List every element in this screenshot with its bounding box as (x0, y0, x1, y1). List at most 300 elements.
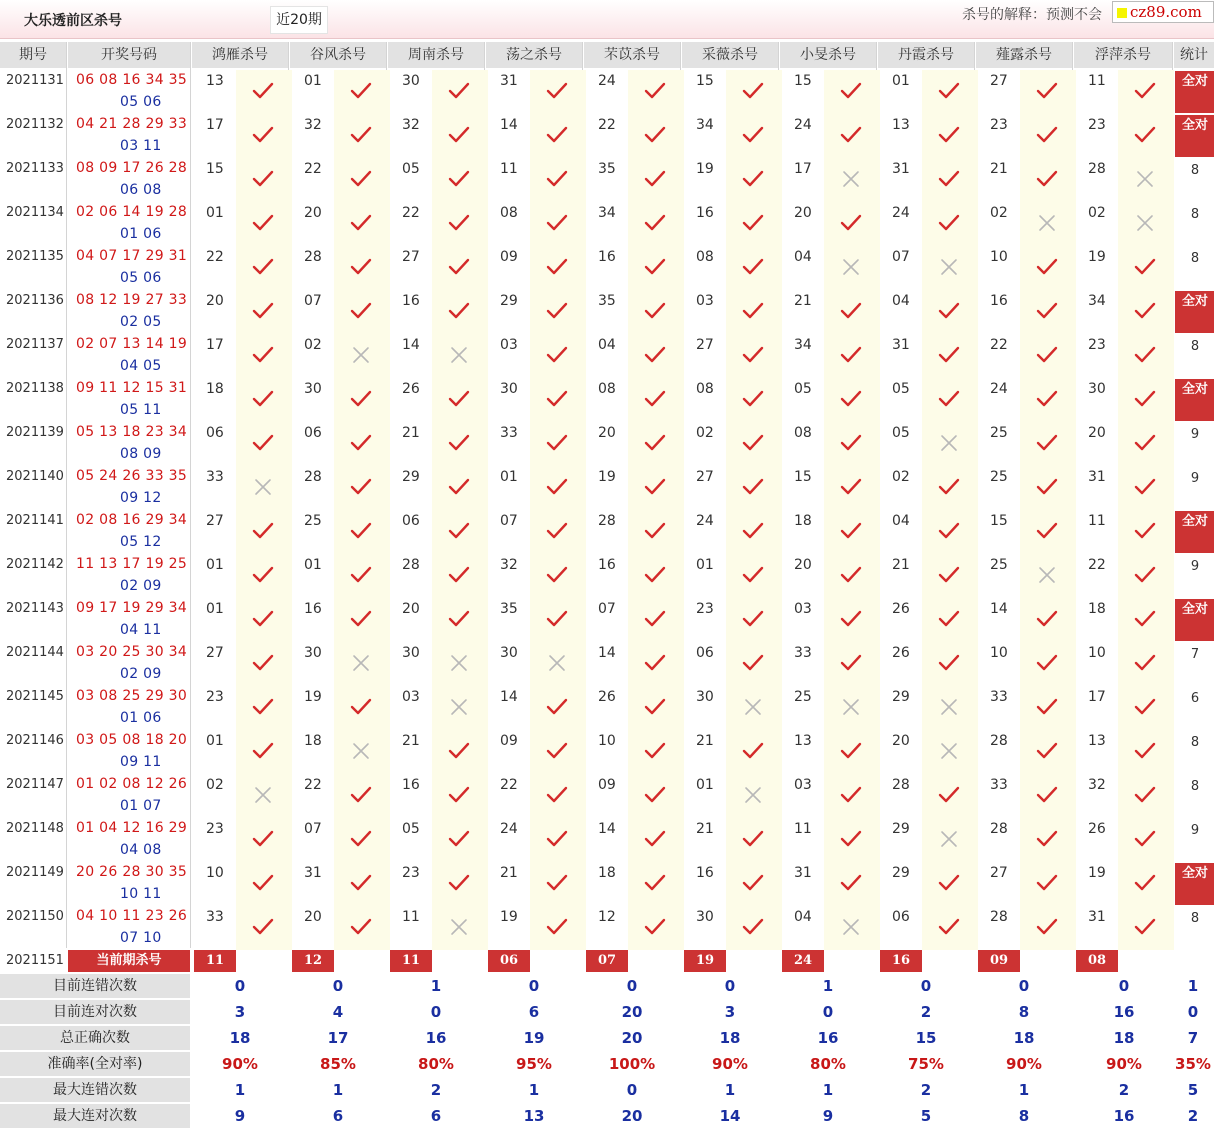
stat-value: 17 (327, 1029, 349, 1047)
kill-number: 25 (304, 513, 322, 529)
front-numbers: 03 08 25 29 30 (76, 688, 188, 704)
check-icon (236, 686, 292, 730)
back-numbers: 01 06 (120, 226, 162, 242)
kill-number: 10 (206, 865, 224, 881)
stat-value: 35% (1175, 1055, 1211, 1073)
check-icon (236, 554, 292, 598)
page-title: 大乐透前区杀号 (24, 13, 122, 29)
kill-number: 08 (696, 381, 714, 397)
check-icon (1020, 510, 1076, 554)
stat-value: 7 (1187, 1029, 1199, 1047)
kill-number: 09 (500, 249, 518, 265)
kill-number: 24 (696, 513, 714, 529)
check-icon (236, 862, 292, 906)
logo-square-icon (1117, 8, 1127, 18)
kill-number: 27 (990, 865, 1008, 881)
kill-number: 04 (598, 337, 616, 353)
check-icon (922, 378, 978, 422)
kill-number: 05 (892, 381, 910, 397)
cross-icon (922, 730, 978, 774)
cross-icon (236, 774, 292, 818)
check-icon (824, 466, 880, 510)
kill-number: 03 (794, 601, 812, 617)
kill-number: 27 (696, 469, 714, 485)
range-selector[interactable]: 近20期 (270, 6, 328, 34)
check-icon (432, 378, 488, 422)
check-icon (1118, 114, 1174, 158)
kill-number: 25 (794, 689, 812, 705)
check-icon (922, 202, 978, 246)
kill-number: 21 (696, 733, 714, 749)
stat-value: 0 (626, 977, 638, 995)
stat-value: 85% (320, 1055, 356, 1073)
check-icon (334, 158, 390, 202)
kill-number: 33 (206, 469, 224, 485)
kill-number: 22 (206, 249, 224, 265)
kill-number: 28 (990, 821, 1008, 837)
back-numbers: 05 12 (120, 534, 162, 550)
check-icon (1118, 334, 1174, 378)
check-icon (432, 290, 488, 334)
stat-value: 80% (810, 1055, 846, 1073)
kill-number: 34 (696, 117, 714, 133)
stat-value: 19 (523, 1029, 545, 1047)
kill-number: 34 (794, 337, 812, 353)
check-icon (334, 598, 390, 642)
all-correct-badge: 全对 (1175, 863, 1214, 905)
check-icon (334, 818, 390, 862)
check-icon (530, 598, 586, 642)
kill-number: 21 (892, 557, 910, 573)
check-icon (628, 862, 684, 906)
kill-number: 29 (402, 469, 420, 485)
check-icon (236, 246, 292, 290)
kill-number: 33 (500, 425, 518, 441)
period-number: 2021136 (6, 293, 64, 308)
kill-number: 01 (500, 469, 518, 485)
kill-number: 30 (1088, 381, 1106, 397)
stat-value: 75% (908, 1055, 944, 1073)
stat-label: 最大连错次数 (0, 1078, 190, 1102)
correct-count: 9 (1190, 427, 1200, 442)
check-icon (726, 730, 782, 774)
stat-label: 准确率(全对率) (0, 1052, 190, 1076)
stat-value: 1 (528, 1081, 540, 1099)
top-bar (0, 0, 1214, 39)
current-kill-number: 07 (586, 950, 628, 972)
check-icon (922, 158, 978, 202)
period-number: 2021139 (6, 425, 64, 440)
kill-number: 16 (598, 249, 616, 265)
correct-count: 8 (1190, 207, 1200, 222)
kill-number: 01 (206, 601, 224, 617)
check-icon (530, 290, 586, 334)
kill-number: 20 (794, 205, 812, 221)
check-icon (824, 730, 880, 774)
check-icon (922, 906, 978, 950)
stat-value: 0 (1118, 977, 1130, 995)
kill-number: 29 (500, 293, 518, 309)
check-icon (1020, 158, 1076, 202)
kill-number: 33 (206, 909, 224, 925)
current-kill-number: 08 (1076, 950, 1118, 972)
stat-value: 0 (430, 1003, 442, 1021)
check-icon (726, 598, 782, 642)
check-icon (236, 378, 292, 422)
kill-number: 17 (1088, 689, 1106, 705)
stat-value: 2 (920, 1081, 932, 1099)
kill-number: 14 (990, 601, 1008, 617)
check-icon (530, 202, 586, 246)
kill-number: 21 (500, 865, 518, 881)
correct-count: 9 (1190, 471, 1200, 486)
check-icon (824, 642, 880, 686)
check-icon (530, 686, 586, 730)
kill-number: 28 (1088, 161, 1106, 177)
stat-value: 2 (920, 1003, 932, 1021)
check-icon (334, 378, 390, 422)
check-icon (1020, 730, 1076, 774)
stat-value: 18 (719, 1029, 741, 1047)
check-icon (1020, 598, 1076, 642)
kill-number: 08 (500, 205, 518, 221)
check-icon (530, 334, 586, 378)
back-numbers: 09 11 (120, 754, 162, 770)
kill-number: 28 (892, 777, 910, 793)
kill-number: 02 (990, 205, 1008, 221)
cross-icon (824, 906, 880, 950)
kill-number: 07 (304, 821, 322, 837)
column-divider (66, 42, 67, 948)
stat-value: 18 (1113, 1029, 1135, 1047)
kill-number: 31 (794, 865, 812, 881)
front-numbers: 09 11 12 15 31 (76, 380, 188, 396)
back-numbers: 04 05 (120, 358, 162, 374)
correct-count: 7 (1190, 647, 1200, 662)
period-number: 2021133 (6, 161, 64, 176)
kill-number: 31 (1088, 469, 1106, 485)
check-icon (530, 774, 586, 818)
check-icon (236, 642, 292, 686)
check-icon (236, 70, 292, 114)
period-number: 2021148 (6, 821, 64, 836)
stat-label: 最大连对次数 (0, 1104, 190, 1128)
stat-value: 0 (626, 1081, 638, 1099)
check-icon (628, 290, 684, 334)
check-icon (1118, 642, 1174, 686)
correct-count: 8 (1190, 251, 1200, 266)
period-number: 2021142 (6, 557, 64, 572)
stat-value: 5 (920, 1107, 932, 1125)
kill-number: 16 (990, 293, 1008, 309)
period-number: 2021149 (6, 865, 64, 880)
check-icon (922, 642, 978, 686)
kill-number: 25 (990, 425, 1008, 441)
kill-number: 31 (1088, 909, 1106, 925)
check-icon (236, 510, 292, 554)
check-icon (530, 510, 586, 554)
check-icon (628, 378, 684, 422)
back-numbers: 02 09 (120, 578, 162, 594)
check-icon (1020, 642, 1076, 686)
check-icon (726, 422, 782, 466)
cross-icon (432, 906, 488, 950)
kill-number: 20 (206, 293, 224, 309)
kill-number: 22 (304, 161, 322, 177)
kill-number: 01 (304, 73, 322, 89)
front-numbers: 04 10 11 23 26 (76, 908, 188, 924)
stat-value: 0 (1187, 1003, 1199, 1021)
check-icon (922, 290, 978, 334)
stat-value: 1 (822, 1081, 834, 1099)
kill-number: 12 (598, 909, 616, 925)
kill-number: 20 (892, 733, 910, 749)
stat-value: 15 (915, 1029, 937, 1047)
kill-number: 14 (500, 689, 518, 705)
stat-value: 4 (332, 1003, 344, 1021)
front-numbers: 05 13 18 23 34 (76, 424, 188, 440)
check-icon (530, 70, 586, 114)
check-icon (334, 290, 390, 334)
front-numbers: 01 04 12 16 29 (76, 820, 188, 836)
check-icon (922, 598, 978, 642)
kill-number: 28 (304, 469, 322, 485)
stat-value: 100% (608, 1055, 656, 1073)
cross-icon (1020, 554, 1076, 598)
kill-number: 21 (402, 733, 420, 749)
check-icon (236, 334, 292, 378)
kill-number: 20 (402, 601, 420, 617)
cross-icon (530, 642, 586, 686)
current-kill-number: 11 (194, 950, 236, 972)
check-icon (628, 246, 684, 290)
stat-value: 3 (724, 1003, 736, 1021)
site-logo[interactable] (1112, 1, 1214, 23)
kill-number: 03 (696, 293, 714, 309)
kill-number: 22 (1088, 557, 1106, 573)
header-cell: 统计 (1174, 42, 1214, 68)
kill-number: 16 (696, 865, 714, 881)
kill-number: 23 (402, 865, 420, 881)
period-number: 2021150 (6, 909, 64, 924)
check-icon (726, 466, 782, 510)
kill-number: 33 (794, 645, 812, 661)
back-numbers: 06 08 (120, 182, 162, 198)
stat-label: 目前连错次数 (0, 974, 190, 998)
kill-number: 32 (500, 557, 518, 573)
kill-number: 30 (402, 645, 420, 661)
front-numbers: 02 08 16 29 34 (76, 512, 188, 528)
kill-number: 01 (696, 777, 714, 793)
kill-number: 18 (304, 733, 322, 749)
stat-value: 5 (1187, 1081, 1199, 1099)
check-icon (530, 862, 586, 906)
kill-number: 32 (304, 117, 322, 133)
kill-number: 21 (402, 425, 420, 441)
kill-number: 30 (696, 689, 714, 705)
kill-number: 20 (794, 557, 812, 573)
check-icon (1020, 246, 1076, 290)
kill-number: 31 (304, 865, 322, 881)
kill-number: 23 (1088, 337, 1106, 353)
front-numbers: 02 07 13 14 19 (76, 336, 188, 352)
kill-number: 23 (206, 689, 224, 705)
header-cell: 周南杀号 (388, 42, 484, 68)
check-icon (530, 422, 586, 466)
kill-number: 22 (402, 205, 420, 221)
kill-number: 03 (500, 337, 518, 353)
kill-number: 02 (696, 425, 714, 441)
kill-number: 22 (990, 337, 1008, 353)
check-icon (432, 818, 488, 862)
stat-value: 6 (430, 1107, 442, 1125)
kill-number: 30 (500, 381, 518, 397)
check-icon (236, 818, 292, 862)
kill-number: 34 (598, 205, 616, 221)
cross-icon (824, 246, 880, 290)
check-icon (1118, 598, 1174, 642)
kill-number: 24 (598, 73, 616, 89)
kill-number: 11 (794, 821, 812, 837)
check-icon (628, 774, 684, 818)
check-icon (726, 554, 782, 598)
all-correct-badge: 全对 (1175, 291, 1214, 333)
kill-number: 08 (696, 249, 714, 265)
check-icon (824, 554, 880, 598)
kill-number: 31 (892, 337, 910, 353)
kill-number: 15 (990, 513, 1008, 529)
check-icon (922, 774, 978, 818)
kill-number: 32 (402, 117, 420, 133)
kill-number: 14 (598, 821, 616, 837)
period-number: 2021141 (6, 513, 64, 528)
header-cell: 鸿雁杀号 (192, 42, 288, 68)
period-number: 2021146 (6, 733, 64, 748)
check-icon (726, 906, 782, 950)
kill-number: 31 (892, 161, 910, 177)
check-icon (824, 598, 880, 642)
kill-number: 28 (304, 249, 322, 265)
check-icon (922, 466, 978, 510)
check-icon (334, 114, 390, 158)
check-icon (824, 510, 880, 554)
check-icon (824, 422, 880, 466)
check-icon (236, 114, 292, 158)
check-icon (1020, 818, 1076, 862)
all-correct-badge: 全对 (1175, 71, 1214, 113)
cross-icon (432, 642, 488, 686)
check-icon (432, 554, 488, 598)
period-number: 2021135 (6, 249, 64, 264)
kill-number: 27 (990, 73, 1008, 89)
all-correct-badge: 全对 (1175, 599, 1214, 641)
front-numbers: 03 20 25 30 34 (76, 644, 188, 660)
kill-explanation: 杀号的解释：预测不会 (962, 7, 1102, 23)
kill-number: 20 (598, 425, 616, 441)
cross-icon (726, 774, 782, 818)
kill-number: 07 (892, 249, 910, 265)
check-icon (824, 202, 880, 246)
back-numbers: 01 07 (120, 798, 162, 814)
kill-number: 23 (1088, 117, 1106, 133)
header-cell: 开奖号码 (68, 42, 190, 68)
period-number: 2021131 (6, 73, 64, 88)
check-icon (334, 70, 390, 114)
cross-icon (334, 642, 390, 686)
header-cell: 期号 (0, 42, 66, 68)
kill-number: 17 (206, 117, 224, 133)
stat-value: 8 (1018, 1107, 1030, 1125)
cross-icon (922, 686, 978, 730)
check-icon (432, 730, 488, 774)
header-cell: 浮萍杀号 (1074, 42, 1172, 68)
header-cell: 谷风杀号 (290, 42, 386, 68)
check-icon (530, 246, 586, 290)
check-icon (726, 70, 782, 114)
stat-value: 2 (430, 1081, 442, 1099)
kill-number: 08 (794, 425, 812, 441)
stat-value: 90% (1006, 1055, 1042, 1073)
check-icon (1118, 466, 1174, 510)
check-icon (432, 202, 488, 246)
kill-number: 24 (794, 117, 812, 133)
front-numbers: 01 02 08 12 26 (76, 776, 188, 792)
front-numbers: 04 07 17 29 31 (76, 248, 188, 264)
kill-number: 10 (990, 249, 1008, 265)
header-cell: 丹霞杀号 (878, 42, 974, 68)
check-icon (1118, 818, 1174, 862)
current-kill-number: 24 (782, 950, 824, 972)
kill-number: 31 (500, 73, 518, 89)
kill-number: 24 (500, 821, 518, 837)
kill-number: 18 (1088, 601, 1106, 617)
stat-value: 16 (1113, 1107, 1135, 1125)
kill-number: 13 (892, 117, 910, 133)
kill-number: 14 (598, 645, 616, 661)
check-icon (236, 422, 292, 466)
check-icon (1020, 686, 1076, 730)
back-numbers: 05 06 (120, 270, 162, 286)
stat-value: 18 (1013, 1029, 1035, 1047)
check-icon (628, 158, 684, 202)
kill-number: 18 (598, 865, 616, 881)
check-icon (628, 466, 684, 510)
kill-number: 11 (1088, 73, 1106, 89)
kill-number: 23 (696, 601, 714, 617)
stat-value: 9 (822, 1107, 834, 1125)
kill-number: 34 (1088, 293, 1106, 309)
stat-value: 1 (332, 1081, 344, 1099)
cross-icon (334, 334, 390, 378)
kill-number: 07 (304, 293, 322, 309)
kill-number: 04 (892, 513, 910, 529)
stat-value: 2 (1118, 1081, 1130, 1099)
stat-value: 0 (724, 977, 736, 995)
kill-number: 04 (794, 249, 812, 265)
front-numbers: 05 24 26 33 35 (76, 468, 188, 484)
kill-number: 27 (206, 513, 224, 529)
stat-value: 90% (1106, 1055, 1142, 1073)
stat-value: 3 (234, 1003, 246, 1021)
check-icon (1118, 422, 1174, 466)
check-icon (1020, 774, 1076, 818)
stat-value: 6 (332, 1107, 344, 1125)
front-numbers: 03 05 08 18 20 (76, 732, 188, 748)
check-icon (1118, 246, 1174, 290)
correct-count: 6 (1190, 691, 1200, 706)
kill-number: 03 (794, 777, 812, 793)
kill-number: 13 (1088, 733, 1106, 749)
